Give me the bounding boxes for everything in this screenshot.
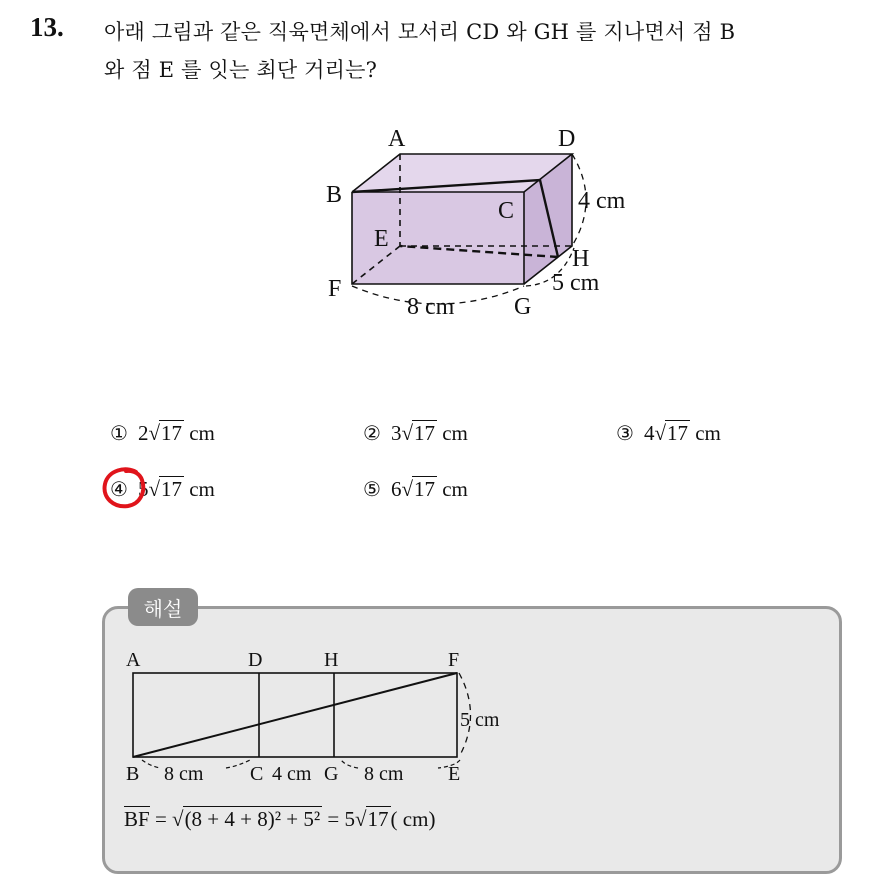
answer-mark-circle — [100, 464, 152, 512]
net-label-H: H — [324, 649, 339, 671]
choice-1-coef: 2 — [137, 421, 149, 445]
question-text-line-1: 아래 그림과 같은 직육면체에서 모서리 CD 와 GH 를 지나면서 점 B — [104, 20, 736, 44]
choice-5-coef: 6 — [390, 477, 402, 501]
choice-1-unit: cm — [189, 421, 215, 445]
choice-4-number: ④ — [110, 477, 128, 501]
choice-5-unit: cm — [442, 477, 468, 501]
label-H: H — [572, 246, 590, 272]
choice-5[interactable]: ⑤ 6√17 cm — [363, 477, 468, 501]
choice-5-number: ⑤ — [363, 477, 381, 501]
choice-2-radicand: 17 — [413, 421, 435, 445]
choice-3[interactable]: ③ 4√17 cm — [616, 421, 721, 445]
net-label-G: G — [324, 763, 339, 785]
choice-3-radicand: 17 — [666, 421, 688, 445]
net-label-F: F — [448, 649, 460, 671]
net-seg-1: 8 cm — [164, 763, 204, 785]
choice-1[interactable]: ① 2√17 cm — [110, 421, 215, 445]
label-B: B — [326, 182, 343, 208]
label-G: G — [514, 294, 532, 320]
net-side: 5 cm — [460, 709, 500, 731]
net-label-B: B — [126, 763, 140, 785]
choice-2[interactable]: ② 3√17 cm — [363, 421, 468, 445]
choice-2-number: ② — [363, 421, 381, 445]
label-D: D — [558, 126, 576, 152]
label-F: F — [328, 276, 342, 302]
choice-1-number: ① — [110, 421, 128, 445]
choice-4-coef: 5 — [137, 477, 149, 501]
choice-3-number: ③ — [616, 421, 634, 445]
choice-3-coef: 4 — [643, 421, 655, 445]
net-seg-2: 4 cm — [272, 763, 312, 785]
dim-length: 8 cm — [407, 294, 455, 320]
choice-2-unit: cm — [442, 421, 468, 445]
choice-4-unit: cm — [189, 477, 215, 501]
diagonal-BF — [133, 673, 457, 757]
dim-height: 4 cm — [578, 188, 626, 214]
label-A: A — [388, 126, 406, 152]
question-number: 13. — [30, 12, 64, 42]
choice-2-coef: 3 — [390, 421, 402, 445]
choice-4[interactable]: ④ 5√17 cm — [110, 477, 215, 501]
question-text-line-2: 와 점 E 를 잇는 최단 거리는? — [104, 58, 378, 82]
choice-3-unit: cm — [695, 421, 721, 445]
formula-lhs: BF — [124, 807, 150, 831]
choice-5-radicand: 17 — [413, 477, 435, 501]
unfolded-net-figure — [120, 644, 520, 789]
choice-4-radicand: 17 — [160, 477, 182, 501]
formula-result-post: ( cm) — [390, 807, 436, 831]
net-label-C: C — [250, 763, 264, 785]
net-seg-3: 8 cm — [364, 763, 404, 785]
label-C: C — [498, 198, 515, 224]
net-label-A: A — [126, 649, 141, 671]
cuboid-figure — [310, 112, 650, 327]
formula-result-radicand: 17 — [367, 807, 389, 831]
label-E: E — [374, 226, 389, 252]
formula-eq: = — [154, 807, 167, 831]
net-label-E: E — [448, 763, 461, 785]
net-label-D: D — [248, 649, 263, 671]
solution-formula: BF = √(8 + 4 + 8)² + 5² = 5√17( cm) — [124, 807, 436, 831]
choice-1-radicand: 17 — [160, 421, 182, 445]
formula-radicand: (8 + 4 + 8)² + 5² — [184, 807, 321, 831]
formula-result-pre: = 5 — [327, 807, 356, 831]
dim-width: 5 cm — [552, 270, 600, 296]
solution-tag: 해설 — [128, 588, 198, 626]
